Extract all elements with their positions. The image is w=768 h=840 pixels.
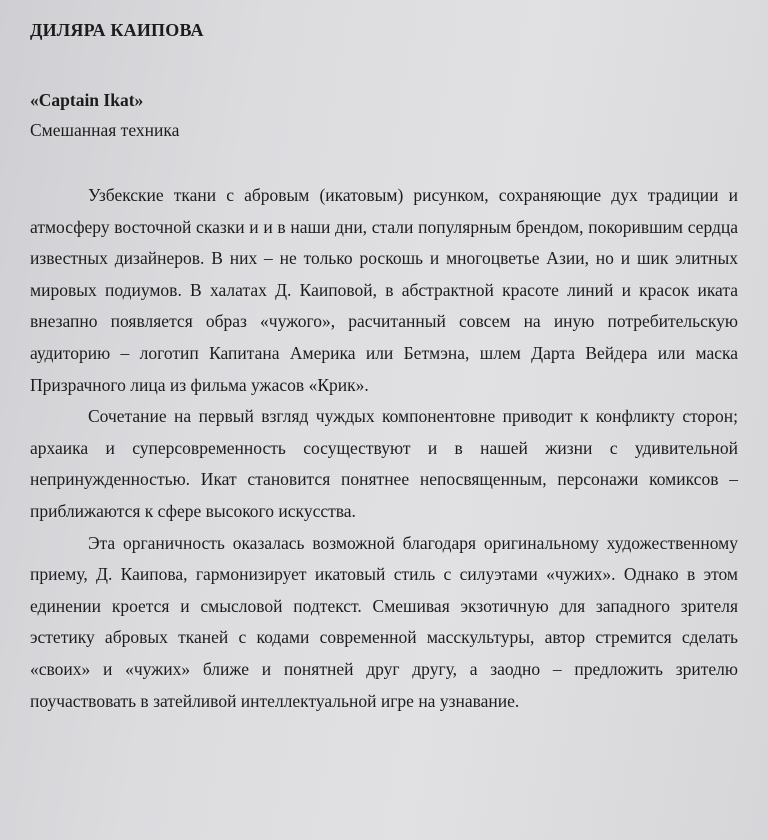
artwork-technique: Смешанная техника (30, 120, 180, 140)
description-text (30, 180, 738, 717)
paragraph-1: Узбекские ткани с абровым (икатовым) рисунком, сохраняющие дух традиции и атмосферу восточной сказки и и в наши дни, стали популярным брендом, покорившим сердца известных дизайнеров. В них – не только роскошь и многоцветье Азии, но и шик элитных мировых подиумов. В халатах Д. Каиповой, в абстрактной красоте линий и красок иката внезапно появляется образ «чужого», расчитанный совсем на иную потребительскую аудиторию – логотип Капитана Америка или Бетмэна, шлем Дарта Вейдера или маска Призрачного лица из фильма ужасов «Крик». (30, 185, 738, 395)
author-name: ДИЛЯРА КАИПОВА (30, 20, 204, 40)
artwork-title: «Captain Ikat» (30, 90, 144, 110)
paragraph-3: Эта органичность оказалась возможной благодаря оригинальному художественному приему, Д. Каипова, гармонизирует икатовый стиль с силуэтами «чужих». Однако в этом единении кроется и смысловой подтекст. Смешивая экзотичную для западного зрителя эстетику абровых тканей с кодами современной масскультуры, автор стремится сделать «своих» и «чужих» ближе и понятней друг другу, а заодно – предложить зрителю поучаствовать в затейливой интеллектуальной игре на узнавание. (30, 532, 738, 711)
paragraph-2: Сочетание на первый взгляд чуждых компонентовне приводит к конфликту сторон; архаика и суперсовременность сосуществуют и в нашей жизни с удивительной непринужденностью. Икат становится понятнее непосвященным, персонажи комиксов – приближаются к сфере высокого искусства. (30, 406, 738, 521)
